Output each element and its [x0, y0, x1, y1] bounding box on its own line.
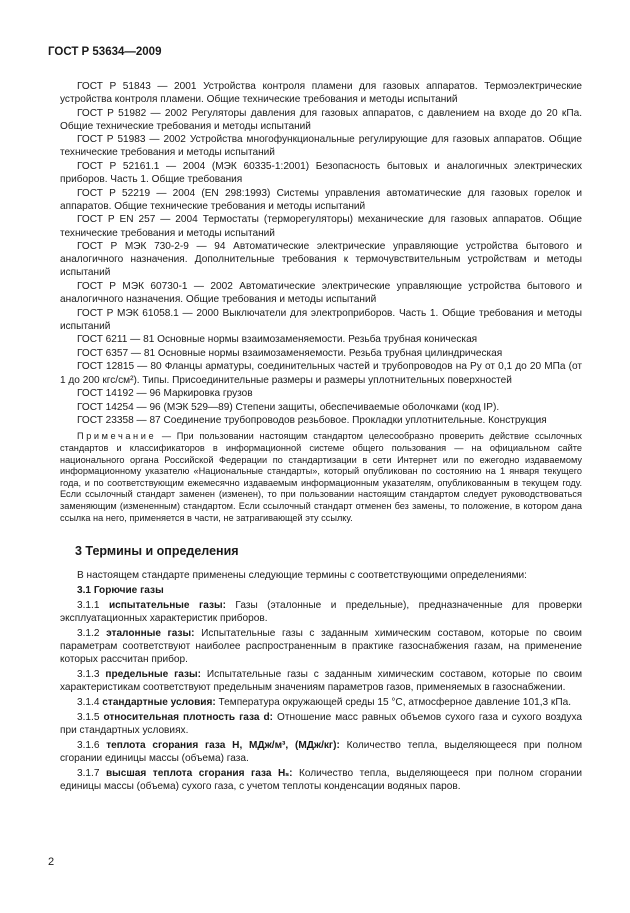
reference-item: ГОСТ Р МЭК 60730-1 — 2002 Автоматические электрические управляющие устройства бытового и аналогичного назначения. Общие требования и методы испытаний — [60, 280, 582, 305]
term: стандартные условия: — [102, 697, 216, 709]
reference-item: ГОСТ Р 51983 — 2002 Устройства многофункциональные регулирующие для газовых аппаратов. Общие технические требования и методы испытаний — [60, 134, 582, 159]
note-text: — При пользовании настоящим стандартом целесообразно проверить действие ссылочных стандартов и классификаторов в информационной системе общего пользования — на официальном сайте национального органа Российской Федерации по стандартизации в сети Интернет или по ежегодно издаваемому информационному указателю «Национальные стандарты», который опубликован по состоянию на 1 января текущего года, и по соответствующим ежемесячно издаваемым информационным указателям, опубликованным в текущем году. Если ссылочный стандарт заменен (изменен), то при пользовании настоящим стандартом следует руководствоваться заменяющим (измененным) стандартом. Если ссылочный стандарт отменен без замены, то положение, в котором дана ссылка на него, применяется в части, не затрагивающей эту ссылку. — [60, 431, 582, 523]
definition-item — [60, 767, 582, 793]
definition-text: Газы (эталонные и предельные), предназначенные для проверки эксплуатационных характеристик приборов. — [60, 600, 583, 625]
reference-item: ГОСТ Р 52219 — 2004 (EN 298:1993) Системы управления автоматические для газовых горелок и аппаратов. Общие технические требования и методы испытаний — [60, 187, 582, 212]
item-number: 3.1.3 — [77, 669, 100, 681]
reference-item: ГОСТ 6211 — 81 Основные нормы взаимозаменяемости. Резьба трубная коническая — [77, 334, 478, 346]
item-number: 3.1.1 — [77, 600, 100, 612]
reference-item: ГОСТ 12815 — 80 Фланцы арматуры, соединительных частей и трубопроводов на Pу от 0,1 до 20 МПа (от 1 до 200 кгс/см²). Типы. Присоединительные размеры и размеры уплотнительных поверхностей — [60, 361, 582, 386]
reference-item: ГОСТ Р 52161.1 — 2004 (МЭК 60335-1:2001) Безопасность бытовых и аналогичных электрических приборов. Часть 1. Общие требования — [60, 161, 582, 186]
definition-item — [60, 668, 582, 694]
reference-item: ГОСТ Р МЭК 730-2-9 — 94 Автоматические электрические управляющие устройства бытового и аналогичного назначения. Дополнительные требования к термочувствительным устройствам и методы испытаний — [60, 241, 582, 279]
definition-text: Испытательные газы с заданным химическим составом, которые по своим параметрам соответствуют наиболее распространенным в практике газоснабжения газам, на применение которых рассчитан прибор. — [60, 628, 582, 666]
term: предельные газы: — [105, 669, 202, 681]
definition-item — [60, 627, 582, 667]
definition-text: Температура окружающей среды 15 °С, атмосферное давление 101,3 кПа. — [215, 697, 572, 709]
term: относительная плотность газа d: — [103, 711, 274, 723]
term: испытательные газы: — [108, 600, 226, 612]
definition-item — [60, 696, 582, 709]
definition-text: Количество тепла, выделяющееся при полном сгорании единицы массы (объема) газа. — [60, 739, 583, 764]
reference-item: ГОСТ Р 51982 — 2002 Регуляторы давления для газовых аппаратов, с давлением на входе до 20 кПа. Общие технические требования и методы испытаний — [60, 107, 582, 132]
definition-item — [60, 711, 582, 737]
item-number: 3.1.7 — [77, 767, 100, 779]
reference-item: ГОСТ 14192 — 96 Маркировка грузов — [77, 388, 253, 400]
normative-references — [60, 80, 582, 427]
term: эталонные газы: — [106, 628, 195, 639]
reference-item: ГОСТ 23358 — 87 Соединение трубопроводов резьбовое. Прокладки уплотнительные. Конструкция — [77, 415, 547, 427]
page-content — [60, 80, 582, 794]
definition-item — [60, 739, 582, 765]
item-number: 3.1.2 — [77, 628, 100, 639]
definition-item — [60, 599, 582, 625]
item-number: 3.1.6 — [77, 739, 100, 751]
term: теплота сгорания газа Н, МДж/м³, (МДж/кг): — [106, 739, 340, 751]
section-title: 3 Термины и определения — [75, 544, 239, 559]
definition-text: Отношение масс равных объемов сухого газа и сухого воздуха при стандартных условиях. — [60, 711, 582, 736]
reference-item: ГОСТ Р 51843 — 2001 Устройства контроля пламени для газовых аппаратов. Термоэлектрические устройства контроля пламени. Общие технические требования и методы испытаний — [60, 81, 582, 106]
reference-item: ГОСТ 14254 — 96 (МЭК 529—89) Степени защиты, обеспечиваемые оболочками (код IP). — [77, 401, 500, 413]
reference-item: ГОСТ Р EN 257 — 2004 Термостаты (терморегуляторы) механические для газовых аппаратов. Общие технические требования и методы испытаний — [60, 214, 582, 239]
section-intro: В настоящем стандарте применены следующие термины с соответствующими определениями: — [77, 570, 527, 582]
note-lead: Примечание — [77, 431, 157, 442]
reference-item: ГОСТ Р МЭК 61058.1 — 2000 Выключатели для электроприборов. Часть 1. Общие требования и методы испытаний — [60, 307, 582, 332]
reference-item: ГОСТ 6357 — 81 Основные нормы взаимозаменяемости. Резьба трубная цилиндрическая — [77, 347, 503, 359]
term: высшая теплота сгорания газа Нₛ: — [105, 767, 293, 779]
definition-text: Испытательные газы с заданным химическим составом, которые по своим характеристикам соответствуют предельным значениям параметров газов, применяемых в газоснабжении. — [60, 669, 583, 694]
item-number: 3.1.5 — [77, 711, 100, 723]
page-number: 2 — [48, 856, 55, 868]
document-header: ГОСТ Р 53634—2009 — [48, 46, 162, 58]
references-note — [60, 431, 582, 524]
item-number: 3.1.4 — [77, 697, 100, 709]
definition-text: Количество тепла, выделяющееся при полном сгорании единицы массы (объема) сухого газа, с учетом теплоты конденсации водяных паров. — [60, 767, 582, 792]
subsection-heading: 3.1 Горючие газы — [77, 584, 164, 596]
